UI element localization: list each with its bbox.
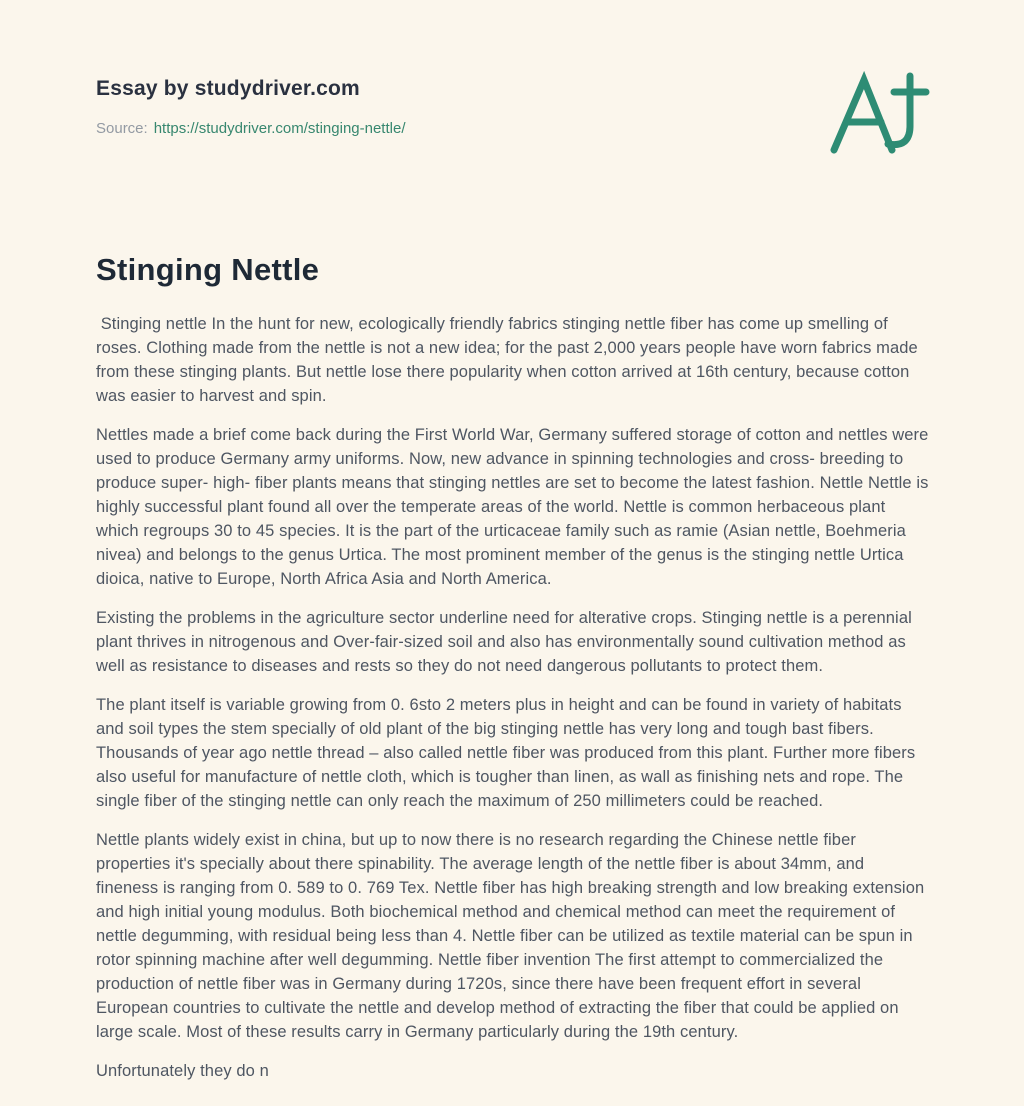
essay-paragraph: Nettle plants widely exist in china, but up to now there is no research regarding the Chinese nettle fiber properties it's specially about there spinability. The average length of the nettle fiber is about 34mm, and fineness is ranging from 0. 589 to 0. 769 Tex. Nettle fiber has high breaking strength and low breaking extension and high initial young modulus. Both biochemical method and chemical method can meet the requirement of nettle degumming, with residual being less than 4. Nettle fiber can be utilized as textile material can be spun in rotor spinning machine after well degumming. Nettle fiber invention The first attempt to commercialized the production of nettle fiber was in Germany during 1720s, since there have been frequent effort in several European countries to cultivate the nettle and develop method of extracting the fiber that could be applied on large scale. Most of these results carry in Germany particularly during the 19th century. [96, 831, 929, 1041]
page-title: Stinging Nettle [96, 252, 320, 287]
source-label: Source: [96, 120, 148, 137]
essay-paragraph: Unfortunately they do n [96, 1062, 269, 1080]
essay-body [96, 312, 934, 1083]
essay-paragraph: Stinging nettle In the hunt for new, ecologically friendly fabrics stinging nettle fiber has come up smelling of roses. Clothing made from the nettle is not a new idea; for the past 2,000 years people have worn fabrics made from these stinging plants. But nettle lose there popularity when cotton arrived at 16th century, because cotton was easier to harvest and spin. [96, 315, 923, 405]
essay-paragraph: The plant itself is variable growing from 0. 6sto 2 meters plus in height and can be found in variety of habitats and soil types the stem specially of old plant of the big stinging nettle has very long and tough bast fibers. Thousands of year ago nettle thread – also called nettle fiber was produced from this plant. Further more fibers also useful for manufacture of nettle cloth, which is tougher than linen, as wall as finishing nets and rope. The single fiber of the stinging nettle can only reach the maximum of 250 millimeters could be reached. [96, 696, 920, 810]
source-url-link[interactable]: https://studydriver.com/stinging-nettle/ [153, 120, 406, 137]
brand-title: Essay by studydriver.com [96, 77, 360, 100]
essay-paragraph: Nettles made a brief come back during the First World War, Germany suffered storage of cotton and nettles were used to produce Germany army uniforms. Now, new advance in spinning technologies and cross- breeding to produce super- high- fiber plants means that stinging nettles are set to become the latest fashion. Nettle Nettle is highly successful plant found all over the temperate areas of the world. Nettle is common herbaceous plant which regroups 30 to 45 species. It is the part of the urticaceae family such as ramie (Asian nettle, Boehmeria nivea) and belongs to the genus Urtica. The most prominent member of the genus is the stinging nettle Urtica dioica, native to Europe, North Africa Asia and North America. [96, 426, 934, 588]
studydriver-logo-icon [828, 68, 932, 164]
source-line [96, 119, 928, 139]
essay-paragraph: Existing the problems in the agriculture sector underline need for alterative crops. Stinging nettle is a perennial plant thrives in nitrogenous and Over-fair-sized soil and also has environmentally sound cultivation method as well as resistance to diseases and rests so they do not need dangerous pollutants to protect them. [96, 609, 917, 675]
